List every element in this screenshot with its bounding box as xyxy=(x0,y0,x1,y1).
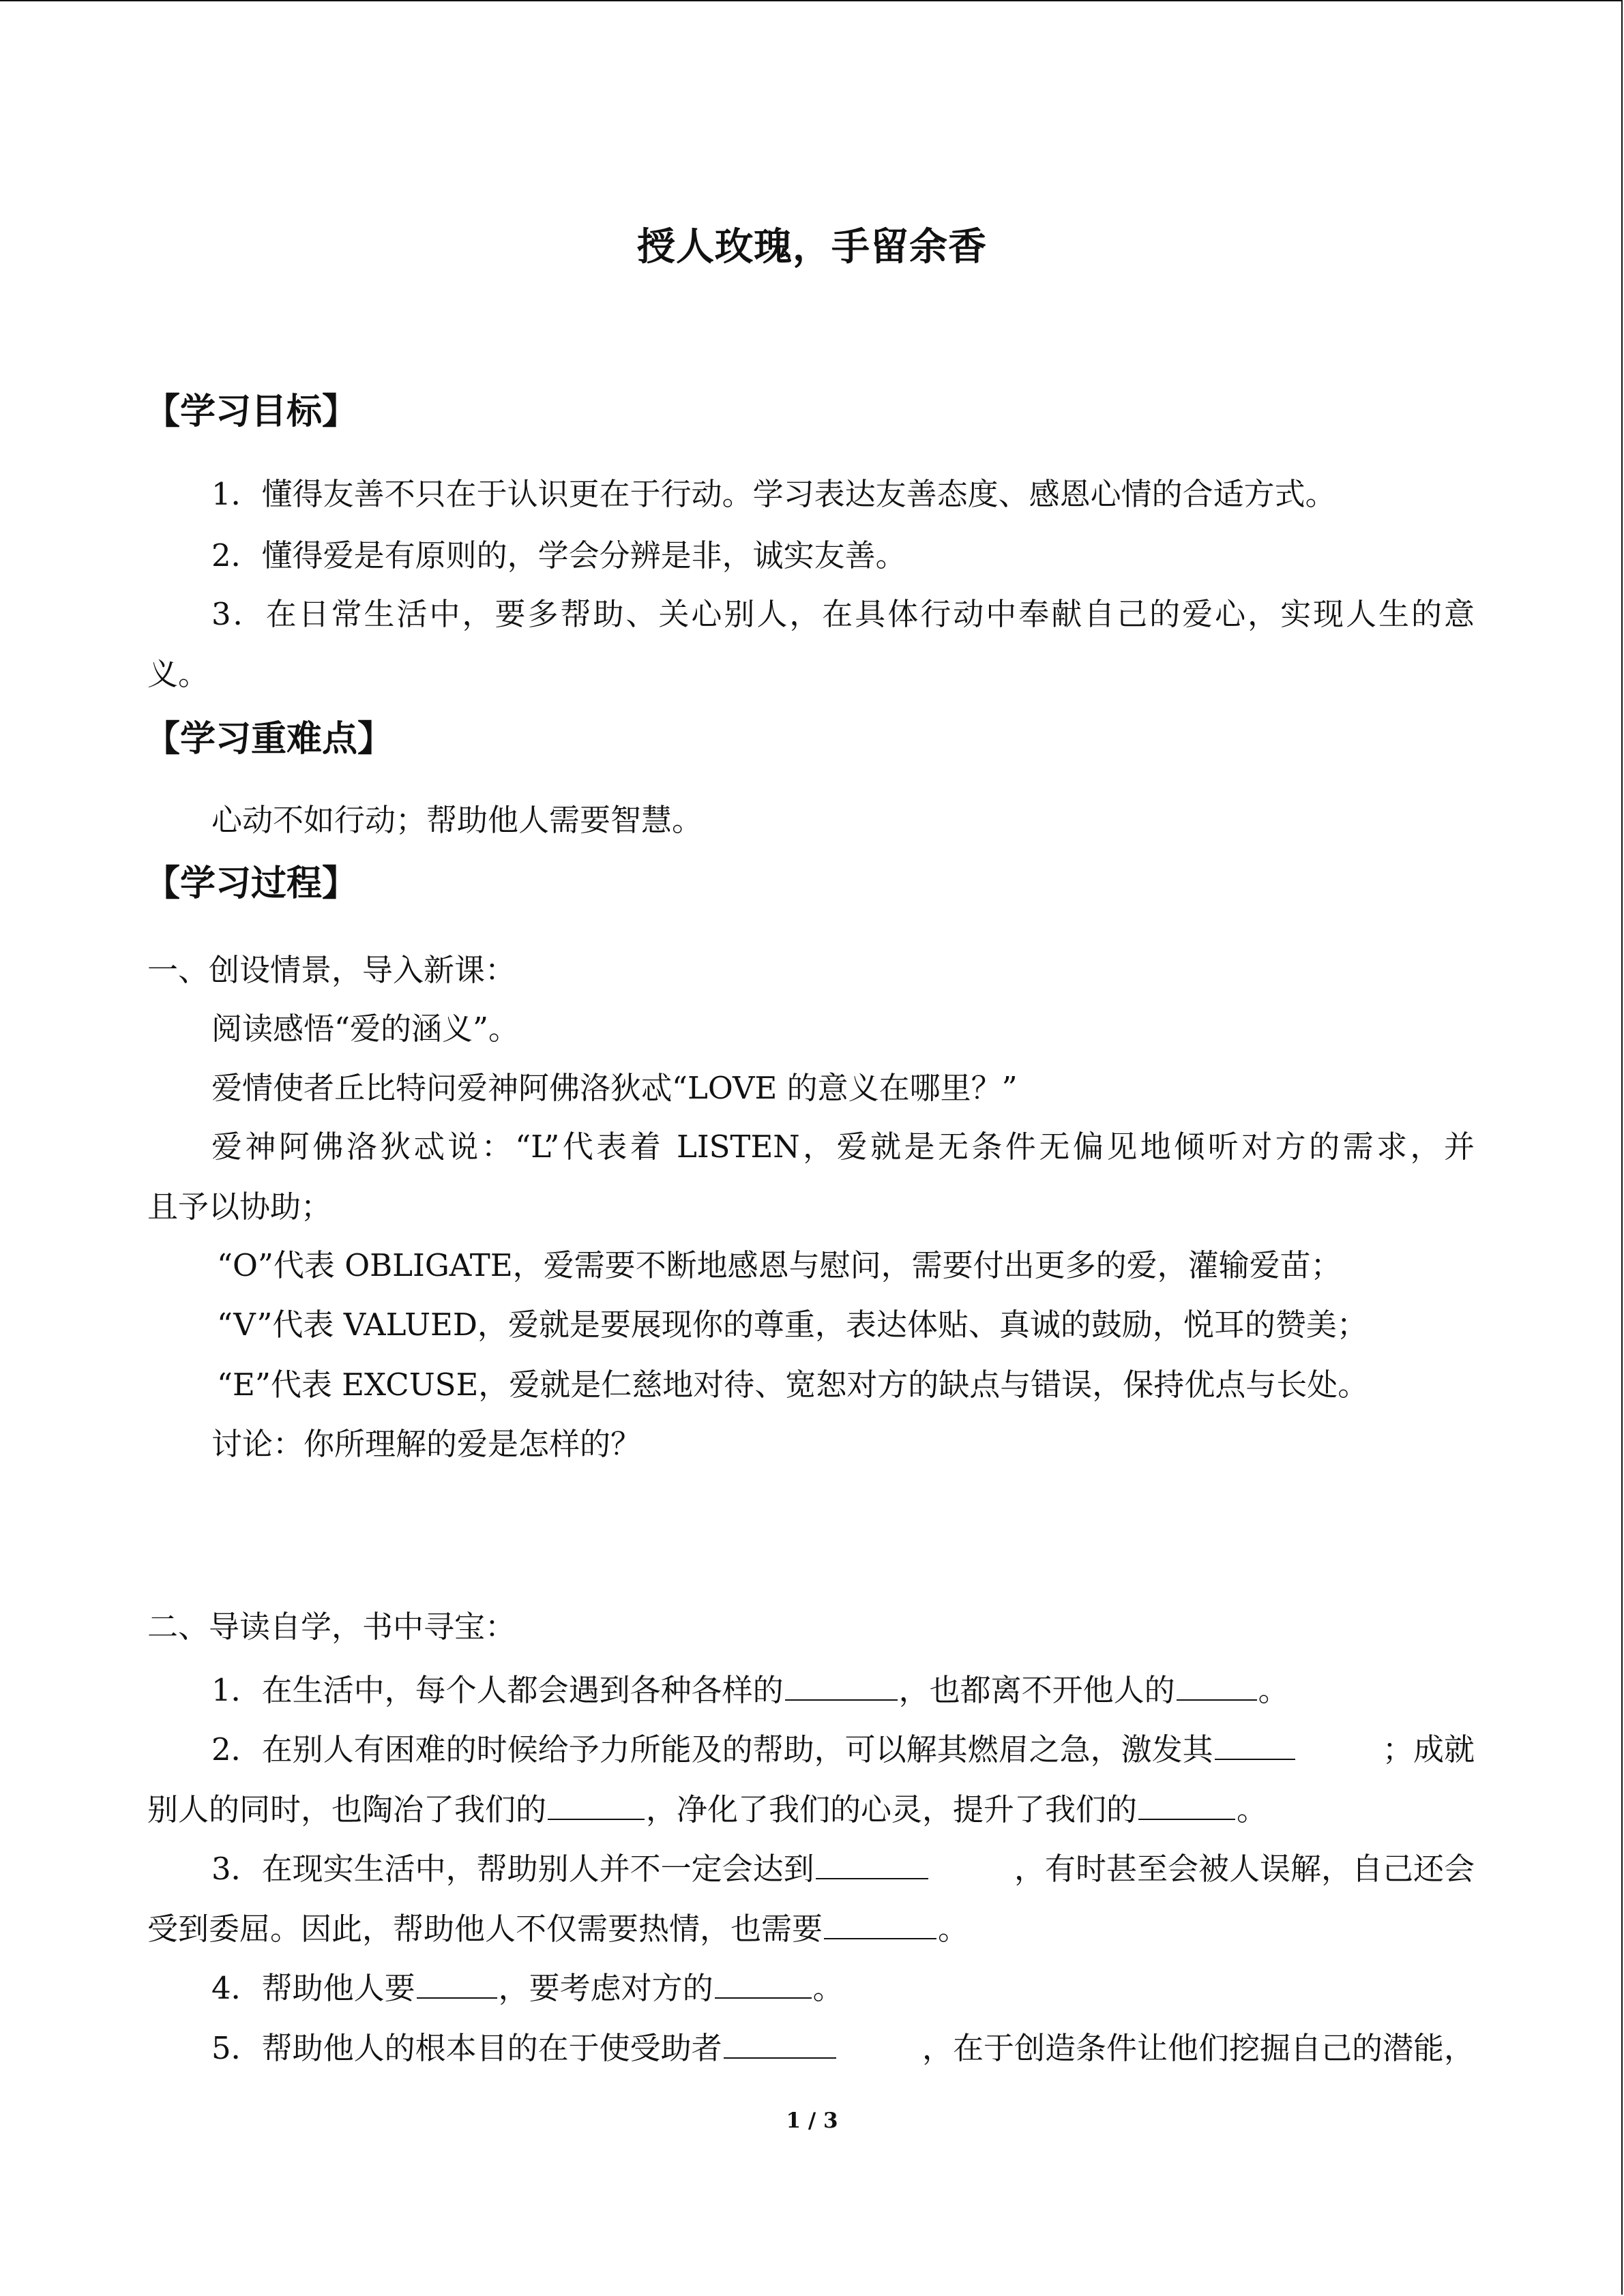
question-1 xyxy=(211,1672,1289,1708)
question-3-text-b: ，有时甚至会被人误解，自己还会 xyxy=(1014,1851,1475,1887)
part1-line-3a: 爱神阿佛洛狄忒说：“L”代表着 LISTEN，爱就是无条件无偏见地倾听对方的需求，并 xyxy=(211,1129,1475,1165)
objective-item-2: 2．懂得爱是有原则的，学会分辨是非，诚实友善。 xyxy=(211,537,906,573)
question-5 xyxy=(211,2030,1475,2066)
question-1-text-a: 1．在生活中，每个人都会遇到各种各样的 xyxy=(211,1672,784,1708)
question-2-text-b: ；成就 xyxy=(1382,1731,1475,1768)
question-2-text-c: 别人的同时，也陶冶了我们的 xyxy=(147,1791,547,1828)
question-2-text-a: 2．在别人有困难的时候给予力所能及的帮助，可以解其燃眉之急，激发其 xyxy=(211,1731,1213,1768)
question-4-blank-1[interactable] xyxy=(417,1970,497,1999)
question-4-text-a: 4．帮助他人要 xyxy=(211,1970,415,2006)
question-4-blank-2[interactable] xyxy=(715,1970,812,1999)
objective-item-3-line-2: 义。 xyxy=(147,656,209,692)
question-3-text-a: 3．在现实生活中，帮助别人并不一定会达到 xyxy=(211,1851,814,1887)
question-1-blank-2[interactable] xyxy=(1177,1672,1257,1701)
question-5-blank-1[interactable] xyxy=(724,2030,836,2059)
part1-line-7: 讨论：你所理解的爱是怎样的？ xyxy=(211,1426,642,1462)
question-3-line-2 xyxy=(147,1911,969,1947)
question-4 xyxy=(211,1970,844,2006)
objective-item-1: 1．懂得友善不只在于认识更在于行动。学习表达友善态度、感恩心情的合适方式。 xyxy=(211,476,1336,512)
part1-line-3b: 且予以协助； xyxy=(147,1189,332,1225)
key-points-heading: 【学习重难点】 xyxy=(145,719,394,760)
part1-title: 一、创设情景，导入新课： xyxy=(147,952,516,988)
objectives-heading: 【学习目标】 xyxy=(145,391,358,432)
process-heading: 【学习过程】 xyxy=(145,863,358,904)
part1-line-6: “E”代表 EXCUSE，爱就是仁慈地对待、宽恕对方的缺点与错误，保持优点与长处。 xyxy=(217,1367,1369,1403)
question-2-text-d: ，净化了我们的心灵，提升了我们的 xyxy=(646,1791,1138,1828)
key-points-text: 心动不如行动；帮助他人需要智慧。 xyxy=(211,802,703,838)
question-1-text-b: ，也都离不开他人的 xyxy=(898,1672,1175,1708)
question-3-text-c: 受到委屈。因此，帮助他人不仅需要热情，也需要 xyxy=(147,1911,823,1947)
page-title: 授人玫瑰，手留余香 xyxy=(637,225,987,269)
part1-line-5: “V”代表 VALUED，爱就是要展现你的尊重，表达体贴、真诚的鼓励，悦耳的赞美； xyxy=(217,1307,1368,1343)
question-2-blank-1[interactable] xyxy=(1215,1731,1295,1760)
question-3-text-d: 。 xyxy=(938,1911,969,1947)
objective-item-3-line-1: 3．在日常生活中，要多帮助、关心别人，在具体行动中奉献自己的爱心，实现人生的意 xyxy=(211,596,1475,632)
part1-line-2: 爱情使者丘比特问爱神阿佛洛狄忒“LOVE 的意义在哪里？” xyxy=(211,1070,1018,1106)
question-4-text-c: 。 xyxy=(812,1970,844,2006)
question-1-blank-1[interactable] xyxy=(785,1672,898,1701)
part1-line-1: 阅读感悟“爱的涵义”。 xyxy=(211,1011,520,1047)
part2-title: 二、导读自学，书中寻宝： xyxy=(147,1609,516,1645)
question-2-line-2 xyxy=(147,1791,1268,1828)
question-2-text-e: 。 xyxy=(1237,1791,1268,1828)
question-4-text-b: ，要考虑对方的 xyxy=(498,1970,713,2006)
question-3-blank-2[interactable] xyxy=(824,1911,936,1939)
page-number: 1 / 3 xyxy=(786,2108,838,2133)
question-2-blank-3[interactable] xyxy=(1138,1791,1235,1820)
question-2-blank-2[interactable] xyxy=(548,1791,645,1820)
question-3-blank-1[interactable] xyxy=(816,1851,928,1879)
question-5-text-a: 5．帮助他人的根本目的在于使受助者 xyxy=(211,2030,722,2066)
question-5-text-b: ，在于创造条件让他们挖掘自己的潜能， xyxy=(921,2030,1475,2066)
question-2-line-1 xyxy=(211,1731,1475,1768)
part1-line-4: “O”代表 OBLIGATE，爱需要不断地感恩与慰问，需要付出更多的爱，灌输爱苗； xyxy=(217,1247,1342,1283)
question-1-text-c: 。 xyxy=(1258,1672,1289,1708)
question-3-line-1 xyxy=(211,1851,1475,1887)
